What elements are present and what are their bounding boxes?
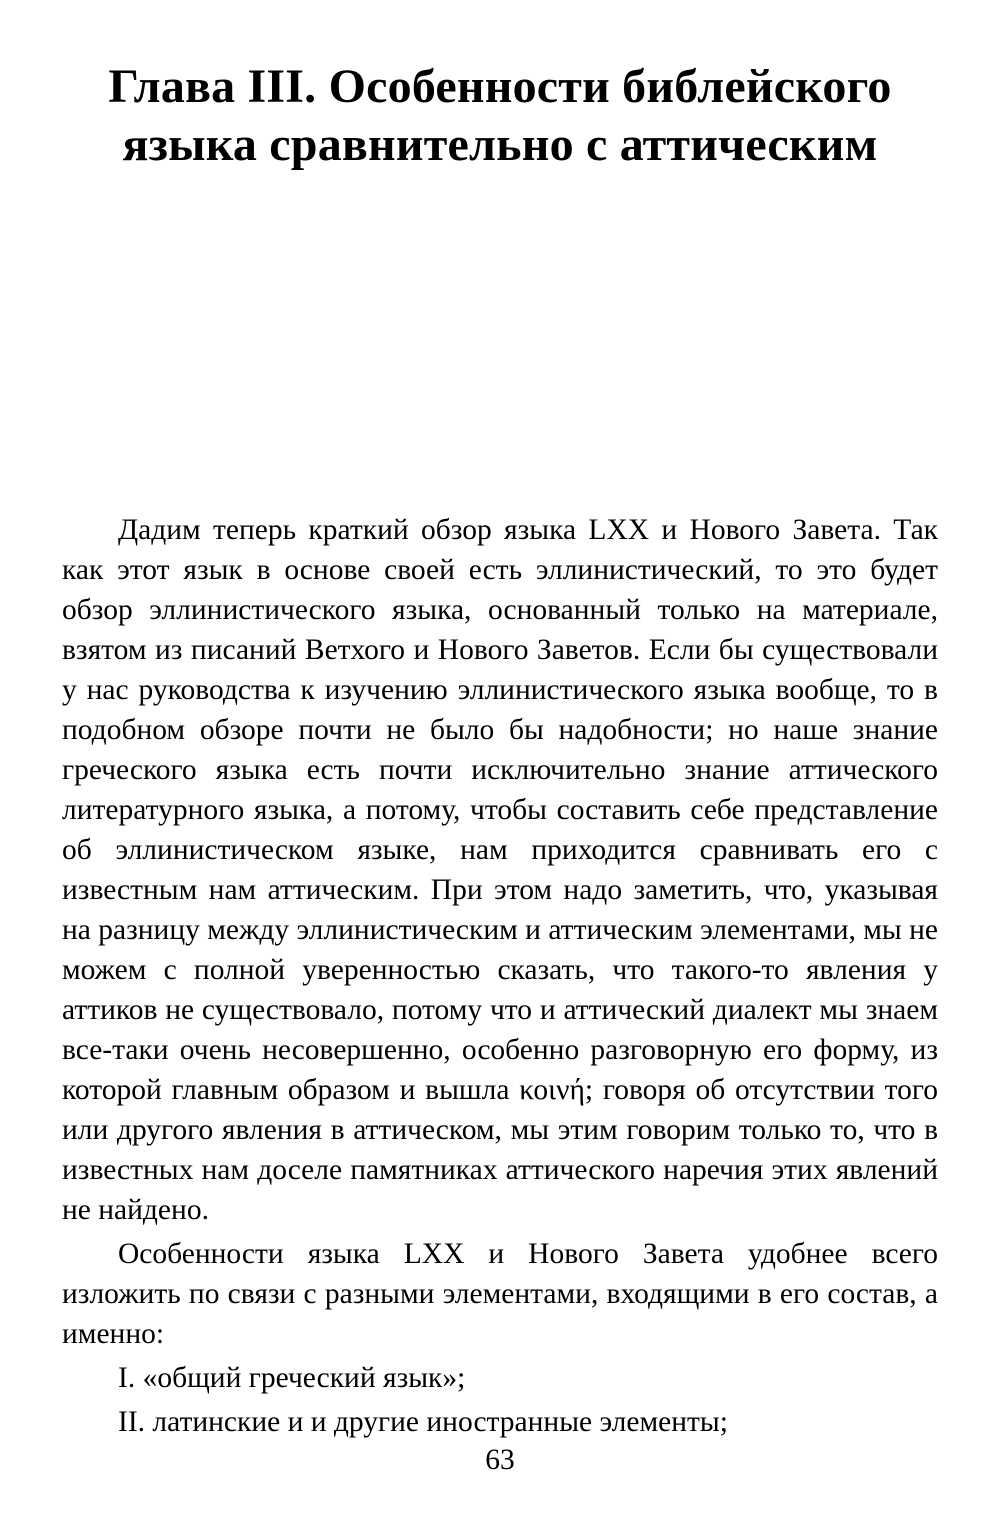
paragraph-intro: Дадим теперь краткий обзор языка LXX и Нового Завета. Так как этот язык в основе своей есть эллинистический, то это будет обзор эллинистического языка, основанный только на материале, взятом из писаний Ветхого и Нового Заветов. Если бы существовали у нас руководства к изучению эллинистического языка вообще, то в подобном обзоре почти не было бы надобности; но наше знание греческого языка есть почти исключительно знание аттического литературного языка, а потому, чтобы составить себе представление об эллинистическом языке, нам приходится сравнивать его с известным нам аттическим. При этом надо заметить, что, указывая на разницу между эллинистическим и аттическим элементами, мы не можем с полной уверенностью сказать, что такого-то явления у аттиков не существовало, потому что и аттический диалект мы знаем все-таки очень несовершенно, особенно разговорную его форму, из которой главным образом и вышла κοινή; говоря об отсутствии того или другого явления в аттическом, мы этим говорим только то, что в известных нам доселе памятниках аттического наречия этих явлений не найдено. [62, 514, 938, 1226]
body-text [62, 510, 938, 1442]
paragraph-features: Особенности языка LXX и Нового Завета удобнее всего изложить по связи с разными элементами, входящими в его состав, а именно: [62, 1238, 938, 1350]
chapter-title-line-1: Глава III. Особенности библейского [108, 60, 892, 113]
page-number: 63 [485, 1444, 515, 1476]
list-item-latin-elements: II. латинские и и другие иностранные элементы; [118, 1406, 728, 1438]
chapter-title [60, 58, 940, 174]
list-item-common-greek: I. «общий греческий язык»; [118, 1362, 466, 1394]
chapter-title-line-2: языка сравнительно с аттическим [122, 118, 878, 171]
